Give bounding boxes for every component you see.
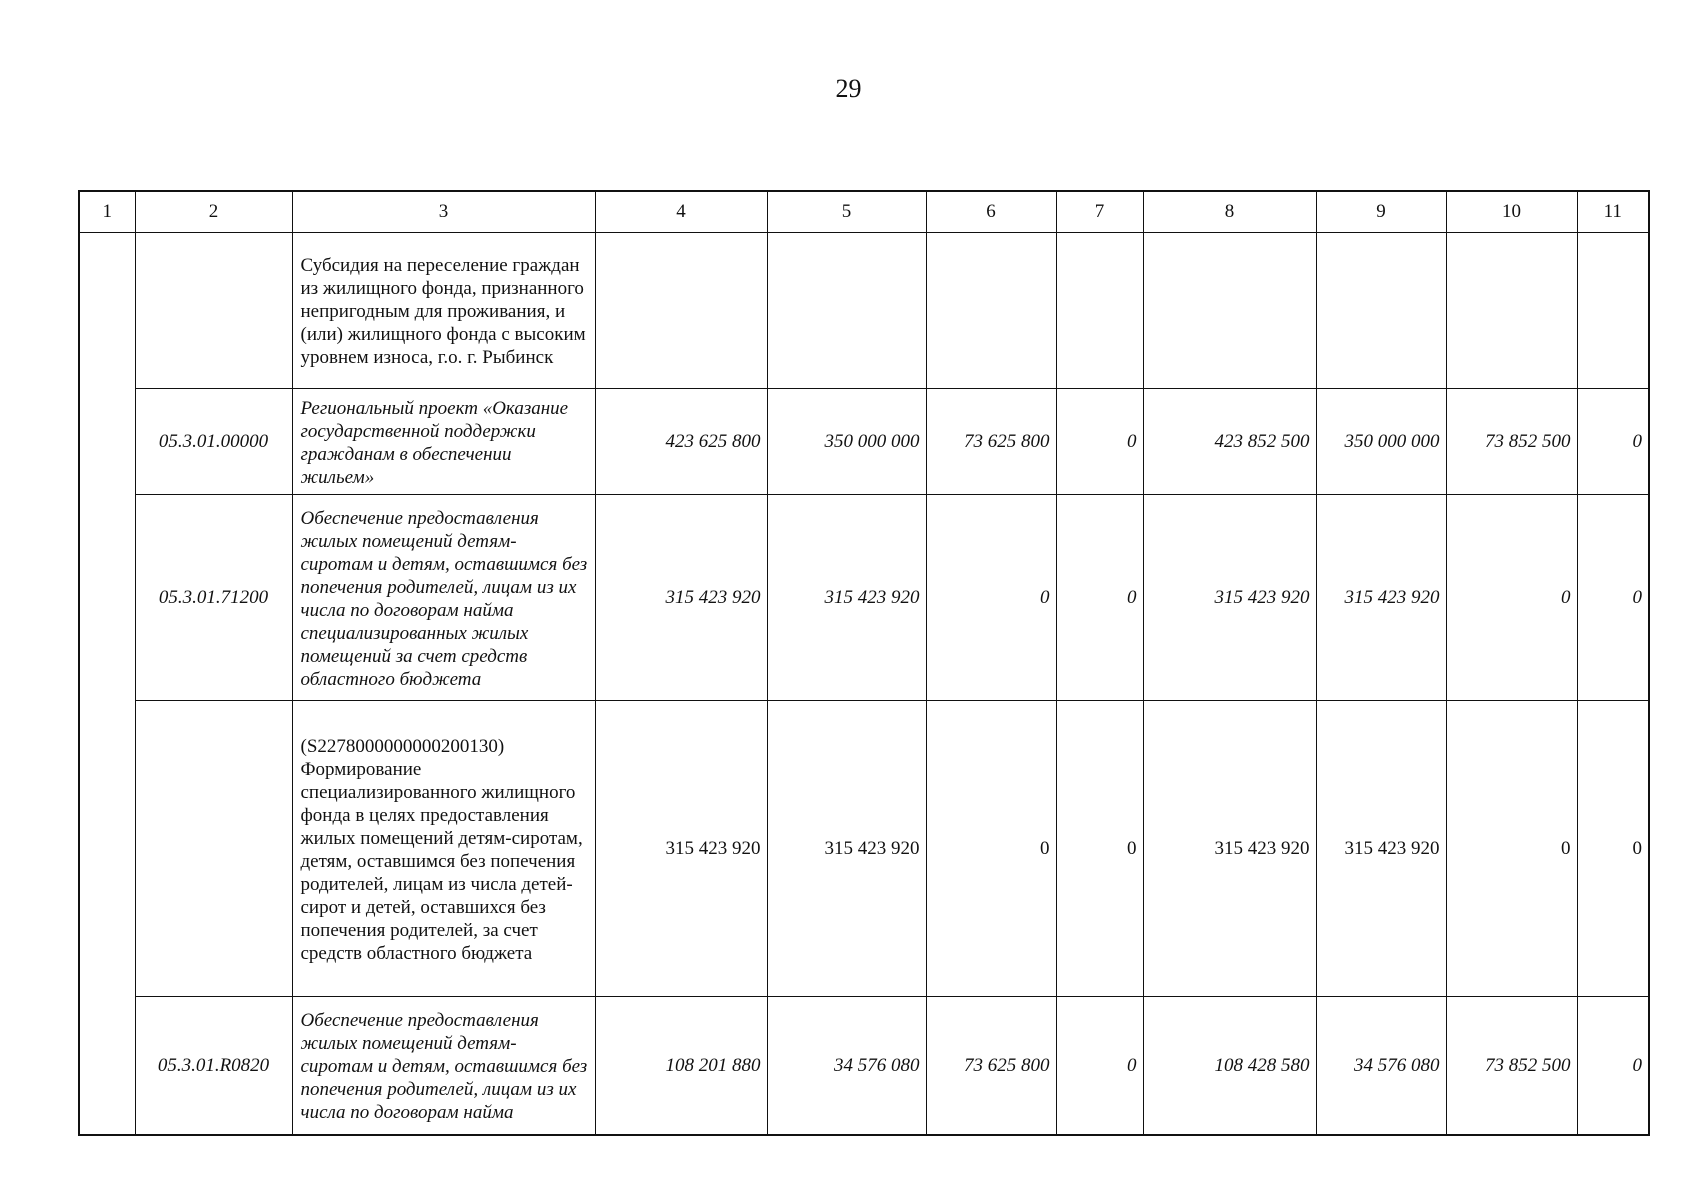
description-cell: (S2278000000000200130) Формирование специализированного жилищного фонда в целях предоставления жилых помещений детям-сиротам, детям, оставшимся без попечения родителей, лицам из числа детей-сирот и детей, оставшихся без попечения родителей, за счет средств областного бюджета [292, 701, 595, 997]
column-header: 9 [1316, 191, 1446, 233]
value-cell: 73 625 800 [926, 389, 1056, 495]
column-header: 7 [1056, 191, 1143, 233]
column-header: 8 [1143, 191, 1316, 233]
table-row [79, 389, 1649, 495]
value-cell: 315 423 920 [767, 701, 926, 997]
code-cell [135, 233, 292, 389]
value-cell [767, 233, 926, 389]
code-cell: 05.3.01.71200 [135, 495, 292, 701]
column-header: 11 [1577, 191, 1649, 233]
table-row [79, 997, 1649, 1135]
value-cell: 108 428 580 [1143, 997, 1316, 1135]
value-cell: 0 [1446, 495, 1577, 701]
code-cell [135, 701, 292, 997]
value-cell [1446, 233, 1577, 389]
value-cell: 0 [1577, 701, 1649, 997]
value-cell: 73 625 800 [926, 997, 1056, 1135]
value-cell: 0 [1056, 997, 1143, 1135]
column-header: 6 [926, 191, 1056, 233]
value-cell: 0 [1056, 389, 1143, 495]
table-row [79, 233, 1649, 389]
column-header: 2 [135, 191, 292, 233]
column-header: 3 [292, 191, 595, 233]
column-1-cell [79, 233, 135, 1135]
value-cell: 315 423 920 [1316, 701, 1446, 997]
value-cell [1316, 233, 1446, 389]
value-cell: 0 [1446, 701, 1577, 997]
value-cell [595, 233, 767, 389]
column-header: 5 [767, 191, 926, 233]
value-cell: 315 423 920 [595, 701, 767, 997]
value-cell: 315 423 920 [1143, 495, 1316, 701]
code-cell: 05.3.01.R0820 [135, 997, 292, 1135]
header-row [79, 191, 1649, 233]
value-cell: 0 [1577, 495, 1649, 701]
value-cell: 108 201 880 [595, 997, 767, 1135]
code-cell: 05.3.01.00000 [135, 389, 292, 495]
value-cell: 315 423 920 [767, 495, 926, 701]
description-cell: Субсидия на переселение граждан из жилищного фонда, признанного непригодным для проживания, и (или) жилищного фонда с высоким уровнем износа, г.о. г. Рыбинск [292, 233, 595, 389]
column-header: 1 [79, 191, 135, 233]
value-cell: 315 423 920 [595, 495, 767, 701]
value-cell: 0 [926, 495, 1056, 701]
value-cell: 73 852 500 [1446, 389, 1577, 495]
value-cell: 0 [1577, 997, 1649, 1135]
budget-table [78, 190, 1650, 1136]
value-cell [1577, 233, 1649, 389]
value-cell: 423 852 500 [1143, 389, 1316, 495]
column-header: 4 [595, 191, 767, 233]
value-cell: 315 423 920 [1143, 701, 1316, 997]
description-cell: Обеспечение предоставления жилых помещений детям-сиротам и детям, оставшимся без попечения родителей, лицам из их числа по договорам найма специализированных жилых помещений за счет средств областного бюджета [292, 495, 595, 701]
table-row [79, 701, 1649, 997]
value-cell [1056, 233, 1143, 389]
value-cell: 0 [1056, 495, 1143, 701]
description-cell: Региональный проект «Оказание государственной поддержки гражданам в обеспечении жильем» [292, 389, 595, 495]
value-cell: 0 [1056, 701, 1143, 997]
value-cell [926, 233, 1056, 389]
value-cell: 315 423 920 [1316, 495, 1446, 701]
value-cell: 350 000 000 [767, 389, 926, 495]
value-cell: 73 852 500 [1446, 997, 1577, 1135]
value-cell [1143, 233, 1316, 389]
value-cell: 34 576 080 [767, 997, 926, 1135]
value-cell: 350 000 000 [1316, 389, 1446, 495]
description-cell: Обеспечение предоставления жилых помещений детям-сиротам и детям, оставшимся без попечения родителей, лицам из их числа по договорам найма [292, 997, 595, 1135]
table-row [79, 495, 1649, 701]
value-cell: 34 576 080 [1316, 997, 1446, 1135]
value-cell: 423 625 800 [595, 389, 767, 495]
page-number: 29 [835, 74, 862, 103]
column-header: 10 [1446, 191, 1577, 233]
value-cell: 0 [1577, 389, 1649, 495]
value-cell: 0 [926, 701, 1056, 997]
